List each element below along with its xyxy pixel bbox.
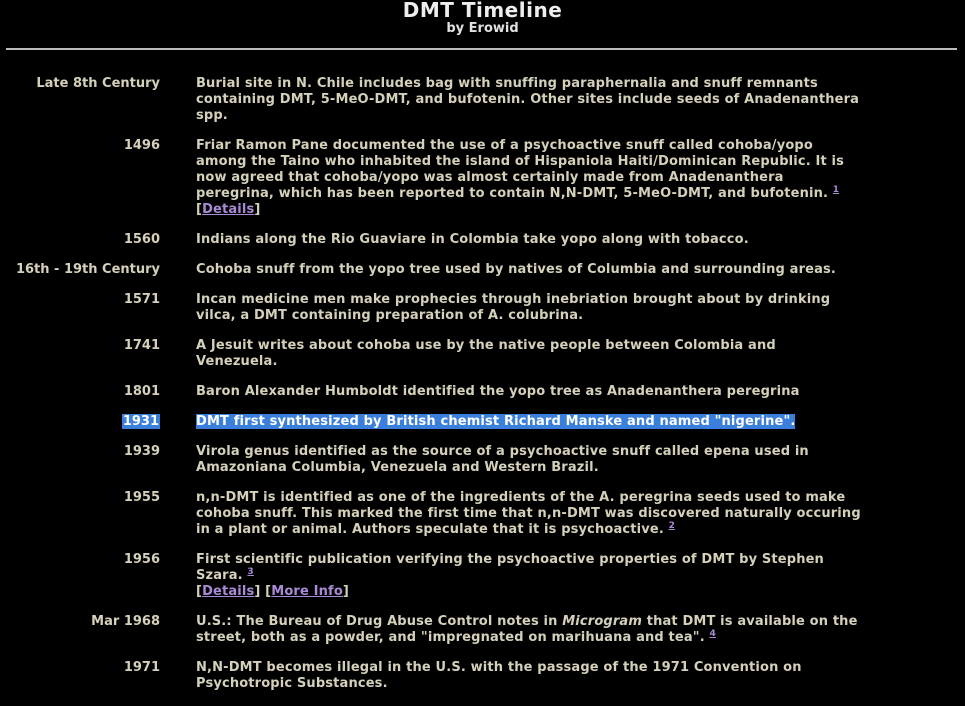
- timeline-text-body: Friar Ramon Pane documented the use of a psychoactive snuff called cohoba/yopo among the Taino who inhabited the island of Hispaniola Haiti/Dominican Republic. It is now agreed that cohoba/yopo was almost certainly made from Anadenanthera peregrina, which has been reported to contain N,N-DMT, 5-MeO-DMT, and bufotenin.: [196, 138, 845, 201]
- timeline-text: [196, 414, 861, 430]
- timeline-row: [0, 232, 965, 248]
- timeline-text: [196, 490, 861, 538]
- timeline-row: [0, 338, 965, 370]
- timeline-text: First scientific publication verifying the psychoactive properties of DMT by Stephen Szara. $^3$ [Details] [More Info]: [196, 552, 824, 599]
- timeline-text: Incan medicine men make prophecies through inebriation brought about by drinking vilca, a DMT containing preparation of A. colubrina.: [196, 292, 831, 323]
- timeline-text: Friar Ramon Pane documented the use of a psychoactive snuff called cohoba/yopo among the Taino who inhabited the island of Hispaniola Haiti/Dominican Republic. It is now agreed that cohoba/yopo was almost certainly made from Anadenanthera peregrina, which has been reported to contain N,N-DMT, 5-MeO-DMT, and bufotenin. $^1$ [Details]: [196, 138, 845, 217]
- timeline-date: 1971: [123, 660, 160, 675]
- details-link[interactable]: Details: [202, 202, 255, 217]
- timeline-date: 1956: [123, 552, 160, 567]
- timeline-row: [0, 76, 965, 124]
- footnote-link[interactable]: 2: [668, 521, 676, 531]
- timeline-date: Mar 1968: [91, 614, 160, 629]
- timeline-row: [0, 660, 965, 692]
- selected-text: DMT first synthesized by British chemist Richard Manske and named "nigerine".: [196, 414, 796, 429]
- timeline-date: 1939: [123, 444, 160, 459]
- timeline-text-body: n,n-DMT is identified as one of the ingredients of the A. peregrina seeds used to make cohoba snuff. This marked the first time that n,n-DMT was discovered naturally occuring in a plant or animal. Authors speculate that it is psychoactive.: [196, 490, 861, 537]
- timeline-date: 1955: [123, 490, 160, 505]
- timeline-date: 1560: [123, 232, 160, 247]
- header-divider: [6, 48, 957, 50]
- timeline-text: [196, 614, 861, 646]
- footnote-link[interactable]: 3: [247, 567, 254, 577]
- timeline-row: [0, 490, 965, 538]
- footnote-link[interactable]: 4: [709, 629, 716, 639]
- timeline-text: N,N-DMT becomes illegal in the U.S. with the passage of the 1971 Convention on Psychotropic Substances.: [196, 660, 802, 691]
- timeline-date: 1741: [123, 338, 160, 353]
- timeline-date: 1801: [123, 384, 160, 399]
- timeline-text: A Jesuit writes about cohoba use by the native people between Colombia and Venezuela.: [196, 338, 776, 369]
- timeline-row: [0, 292, 965, 324]
- timeline-text-after: that DMT is available on the street, both as a powder, and "impregnated on marihuana and tea".: [196, 614, 858, 645]
- timeline-date: 1571: [123, 292, 160, 307]
- timeline-text-body: First scientific publication verifying the psychoactive properties of DMT by Stephen Szara.: [196, 552, 824, 583]
- publication-name: Microgram: [562, 614, 643, 629]
- timeline-date: 16th - 19th Century: [15, 262, 160, 277]
- timeline-text: Baron Alexander Humboldt identified the yopo tree as Anadenanthera peregrina: [196, 384, 800, 399]
- timeline-text: Virola genus identified as the source of a psychoactive snuff called epena used in Amazoniana Columbia, Venezuela and Western Brazil.: [196, 444, 809, 475]
- timeline-text: Indians along the Rio Guaviare in Colombia take yopo along with tobacco.: [196, 232, 749, 247]
- timeline-text: Burial site in N. Chile includes bag with snuffing paraphernalia and snuff remnants containing DMT, 5-MeO-DMT, and bufotenin. Other sites include seeds of Anadenanthera spp.: [196, 76, 860, 123]
- timeline-row: [0, 614, 965, 646]
- selected-date: 1931: [122, 414, 159, 429]
- timeline: [0, 76, 965, 706]
- footnote-link[interactable]: 1: [832, 185, 840, 195]
- timeline-row: [0, 262, 965, 278]
- timeline-date: 1496: [123, 138, 160, 153]
- timeline-date: Late 8th Century: [36, 76, 160, 91]
- timeline-row: [0, 384, 965, 400]
- timeline-text-before: U.S.: The Bureau of Drug Abuse Control notes in: [196, 614, 563, 629]
- timeline-date: [0, 414, 160, 430]
- page-title: DMT Timeline: [402, 0, 563, 22]
- timeline-row-selected: [0, 414, 965, 430]
- timeline-row: [0, 552, 965, 600]
- more-info-link[interactable]: More Info: [271, 584, 343, 599]
- timeline-row: [0, 444, 965, 476]
- timeline-row: [0, 138, 965, 218]
- timeline-text: Cohoba snuff from the yopo tree used by natives of Columbia and surrounding areas.: [196, 262, 836, 277]
- page-byline: by Erowid: [446, 21, 519, 36]
- details-link[interactable]: Details: [202, 584, 255, 599]
